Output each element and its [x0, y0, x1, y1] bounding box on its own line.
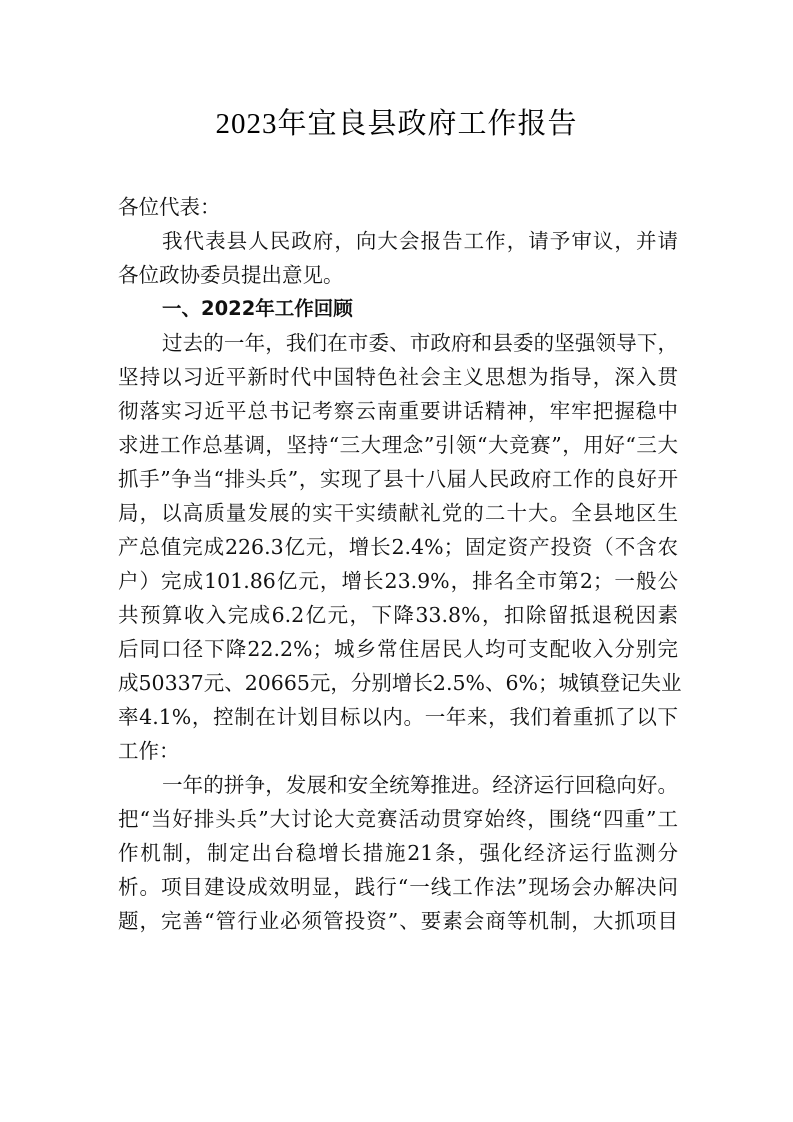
- body-line: 后同口径下降22.2%；城乡常住居民人均可支配收入分别完: [118, 637, 678, 661]
- body-line: 我代表县人民政府，向大会报告工作，请予审议，并请: [162, 229, 678, 253]
- body-line: 析。项目建设成效明显，践行“一线工作法”现场会办解决问: [118, 875, 678, 899]
- salutation-line: 各位代表：: [118, 195, 221, 219]
- document-title: 2023年宜良县政府工作报告: [215, 108, 578, 140]
- body-line: 过去的一年，我们在市委、市政府和县委的坚强领导下，: [162, 331, 678, 355]
- body-line: 把“当好排头兵”大讨论大竞赛活动贯穿始终，围绕“四重”工: [118, 807, 678, 831]
- body-line: 彻落实习近平总书记考察云南重要讲话精神，牢牢把握稳中: [118, 399, 678, 423]
- body-line: 一年的拼争，发展和安全统筹推进。经济运行回稳向好。: [162, 773, 678, 797]
- body-line: 作机制，制定出台稳增长措施21条，强化经济运行监测分: [118, 841, 678, 865]
- body-line: 工作：: [118, 739, 180, 763]
- body-line: 坚持以习近平新时代中国特色社会主义思想为指导，深入贯: [118, 365, 678, 389]
- body-line: 成50337元、20665元，分别增长2.5%、6%；城镇登记失业: [118, 671, 682, 695]
- body-line: 各位政协委员提出意见。: [118, 263, 344, 287]
- body-line: 产总值完成226.3亿元，增长2.4%；固定资产投资（不含农: [118, 535, 678, 559]
- body-line: 抓手”争当“排头兵”，实现了县十八届人民政府工作的良好开: [118, 467, 678, 491]
- body-line: 共预算收入完成6.2亿元，下降33.8%，扣除留抵退税因素: [118, 603, 678, 627]
- document-body: [118, 190, 682, 938]
- body-line: 率4.1%，控制在计划目标以内。一年来，我们着重抓了以下: [118, 705, 678, 729]
- body-line: 求进工作总基调，坚持“三大理念”引领“大竞赛”，用好“三大: [118, 433, 678, 457]
- section-heading: 一、2022年工作回顾: [162, 297, 353, 320]
- body-line: 题，完善“管行业必须管投资”、要素会商等机制，大抓项目: [118, 909, 678, 933]
- body-line: 局，以高质量发展的实干实绩献礼党的二十大。全县地区生: [118, 501, 678, 525]
- body-line: 户）完成101.86亿元，增长23.9%，排名全市第2；一般公: [118, 569, 678, 593]
